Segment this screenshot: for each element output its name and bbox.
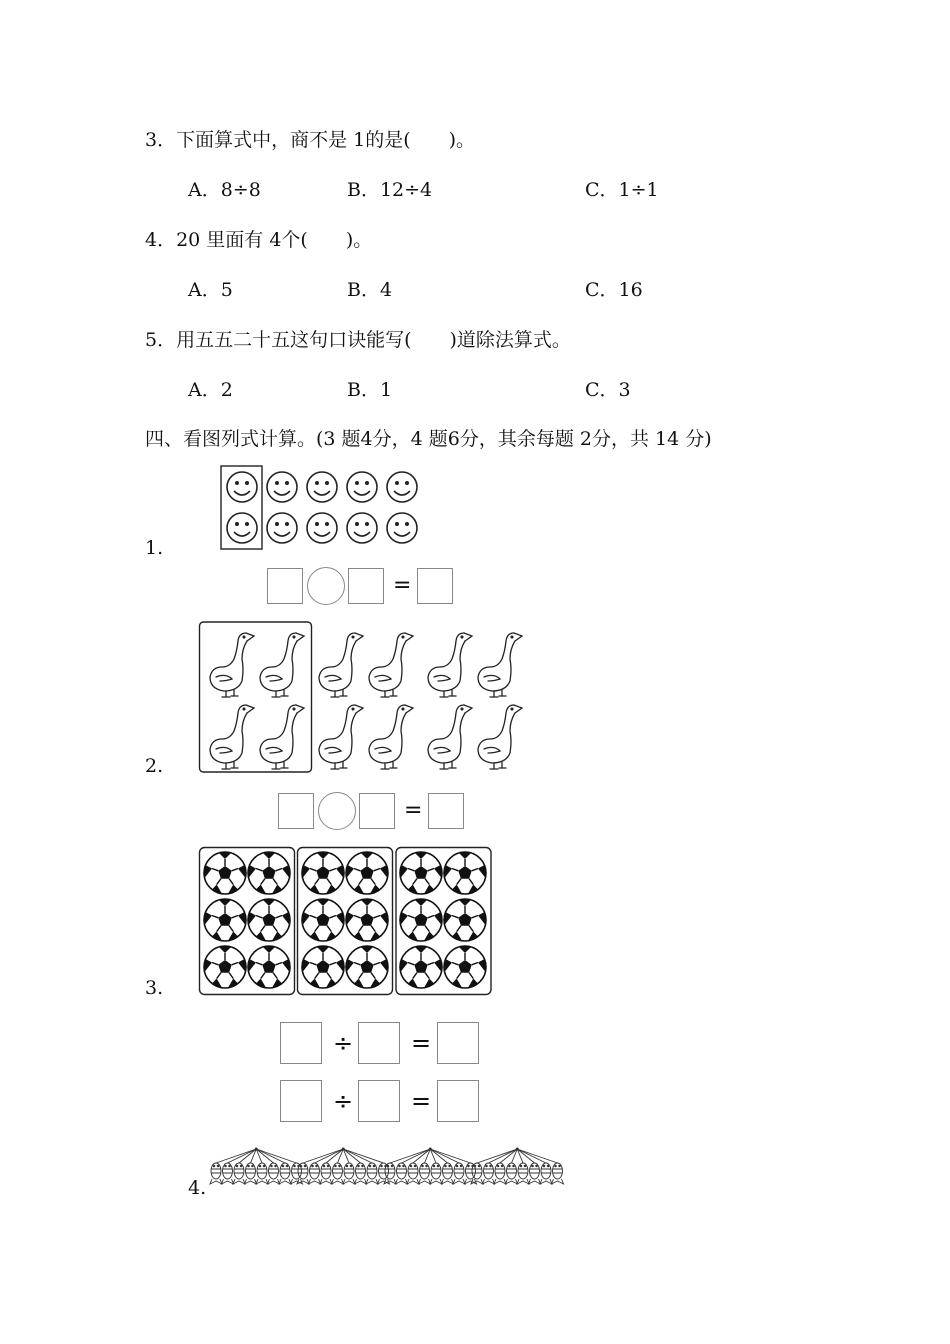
smiley-face-icon <box>347 513 377 543</box>
question-4-option-a[interactable]: A．5 <box>188 279 233 301</box>
item-1-operand-a-box[interactable] <box>267 568 303 604</box>
item-3-row-2-divide-sign: ÷ <box>333 1087 354 1115</box>
fish-icon <box>471 1163 483 1184</box>
fish-icon <box>552 1163 564 1184</box>
goose-icon <box>260 705 304 769</box>
soccer-ball-icon <box>248 899 290 941</box>
soccer-ball-icon <box>400 946 442 988</box>
goose-icon <box>319 633 363 697</box>
fish-icon <box>320 1163 332 1184</box>
fish-bundle <box>297 1148 390 1185</box>
fish-icon <box>494 1163 506 1184</box>
goose-icon <box>319 705 363 769</box>
item-1-operator-circle[interactable] <box>307 567 345 605</box>
fish-icon <box>396 1163 408 1184</box>
smiley-face-icon <box>387 513 417 543</box>
item-3-row-2-divisor-box[interactable] <box>358 1080 400 1122</box>
question-5-option-c[interactable]: C．3 <box>585 379 631 401</box>
smiley-face-icon <box>227 472 257 502</box>
fish-icon <box>384 1163 396 1184</box>
item-3-row-1-divisor-box[interactable] <box>358 1022 400 1064</box>
item-3-row-1-result-box[interactable] <box>437 1022 479 1064</box>
item-2-number: 2. <box>145 755 164 777</box>
goose-icon <box>478 633 522 697</box>
item-2-operator-circle[interactable] <box>318 792 356 830</box>
soccer-ball-icon <box>302 852 344 894</box>
fish-icon <box>366 1163 378 1184</box>
fish-bundles <box>210 1145 560 1195</box>
fish-icon <box>442 1163 454 1184</box>
smiley-face-icon <box>267 472 297 502</box>
goose-icon <box>210 633 254 697</box>
soccer-ball-icon <box>204 946 246 988</box>
section-4-heading: 四、看图列式计算。(3 题4分，4 题6分，其余每题 2分，共 14 分) <box>145 428 712 450</box>
fish-icon <box>233 1163 245 1184</box>
question-4-option-b[interactable]: B．4 <box>347 279 393 301</box>
item-3-row-1-divide-sign: ÷ <box>333 1029 354 1057</box>
fish-bundle <box>210 1148 303 1185</box>
item-3-row-1-equals: = <box>411 1029 432 1057</box>
smiley-face-icon <box>267 513 297 543</box>
item-1-number: 1. <box>145 537 164 559</box>
goose-icon <box>260 633 304 697</box>
item-2-operand-a-box[interactable] <box>278 793 314 829</box>
item-3-row-1-dividend-box[interactable] <box>280 1022 322 1064</box>
soccer-ball-icon <box>346 852 388 894</box>
item-3-number: 3. <box>145 977 164 999</box>
soccer-ball-grid <box>198 846 494 996</box>
question-3-option-a[interactable]: A．8÷8 <box>188 179 261 201</box>
fish-icon <box>309 1163 321 1184</box>
item-2-equals: = <box>404 798 423 823</box>
fish-icon <box>506 1163 518 1184</box>
question-3-stem: 3．下面算式中，商不是 1的是( )。 <box>145 129 476 151</box>
soccer-ball-icon <box>302 946 344 988</box>
goose-icon <box>428 633 472 697</box>
fish-icon <box>256 1163 268 1184</box>
item-3-row-2-dividend-box[interactable] <box>280 1080 322 1122</box>
soccer-ball-icon <box>248 852 290 894</box>
fish-icon <box>483 1163 495 1184</box>
soccer-ball-icon <box>444 899 486 941</box>
soccer-ball-icon <box>302 899 344 941</box>
question-5-option-a[interactable]: A．2 <box>188 379 233 401</box>
fish-icon <box>453 1163 465 1184</box>
soccer-ball-icon <box>204 899 246 941</box>
soccer-ball-icon <box>248 946 290 988</box>
fish-icon <box>297 1163 309 1184</box>
smiley-grid <box>218 466 428 552</box>
smiley-face-icon <box>227 513 257 543</box>
fish-icon <box>268 1163 280 1184</box>
fish-icon <box>279 1163 291 1184</box>
item-1-operand-b-box[interactable] <box>348 568 384 604</box>
item-1-equals: = <box>393 573 412 598</box>
soccer-ball-icon <box>346 946 388 988</box>
soccer-ball-icon <box>400 852 442 894</box>
soccer-ball-icon <box>444 946 486 988</box>
smiley-face-icon <box>307 513 337 543</box>
smiley-face-icon <box>347 472 377 502</box>
fish-icon <box>430 1163 442 1184</box>
question-3-option-b[interactable]: B．12÷4 <box>347 179 433 201</box>
question-5-stem: 5．用五五二十五这句口诀能写( )道除法算式。 <box>145 329 571 351</box>
fish-icon <box>332 1163 344 1184</box>
item-2-result-box[interactable] <box>428 793 464 829</box>
item-1-result-box[interactable] <box>417 568 453 604</box>
fish-icon <box>210 1163 222 1184</box>
item-3-row-2-equals: = <box>411 1087 432 1115</box>
fish-icon <box>245 1163 257 1184</box>
fish-bundle <box>471 1148 564 1185</box>
fish-bundle <box>384 1148 477 1185</box>
goose-grid <box>198 621 533 776</box>
soccer-ball-icon <box>346 899 388 941</box>
goose-icon <box>428 705 472 769</box>
question-4-stem: 4．20 里面有 4个( )。 <box>145 229 373 251</box>
fish-icon <box>419 1163 431 1184</box>
goose-icon <box>478 705 522 769</box>
item-4-number: 4. <box>188 1177 207 1199</box>
goose-icon <box>369 633 413 697</box>
fish-icon <box>517 1163 529 1184</box>
fish-icon <box>222 1163 234 1184</box>
question-5-option-b[interactable]: B．1 <box>347 379 393 401</box>
goose-icon <box>369 705 413 769</box>
question-3-option-c[interactable]: C．1÷1 <box>585 179 659 201</box>
question-4-option-c[interactable]: C．16 <box>585 279 643 301</box>
item-3-row-2-result-box[interactable] <box>437 1080 479 1122</box>
smiley-face-icon <box>307 472 337 502</box>
soccer-ball-icon <box>204 852 246 894</box>
fish-icon <box>407 1163 419 1184</box>
item-2-operand-b-box[interactable] <box>359 793 395 829</box>
smiley-face-icon <box>387 472 417 502</box>
fish-icon <box>529 1163 541 1184</box>
soccer-ball-icon <box>444 852 486 894</box>
soccer-ball-icon <box>400 899 442 941</box>
goose-icon <box>210 705 254 769</box>
fish-icon <box>343 1163 355 1184</box>
fish-icon <box>355 1163 367 1184</box>
fish-icon <box>540 1163 552 1184</box>
